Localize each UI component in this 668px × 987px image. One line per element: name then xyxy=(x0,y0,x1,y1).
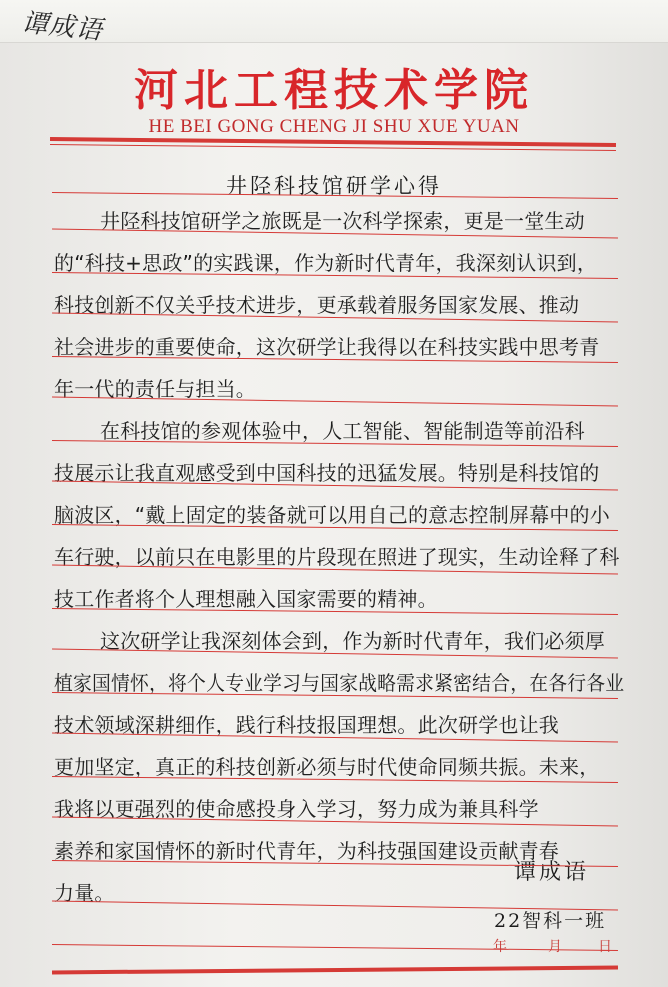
body-line: 我将以更强烈的使命感投身入学习，努力成为兼具科学 xyxy=(54,797,539,821)
date-month-label: 月 xyxy=(548,939,562,955)
body-line: 车行驶，以前只在电影里的片段现在照进了现实，生动诠释了科 xyxy=(54,545,620,569)
signature-class: 22智科一班 xyxy=(494,910,607,932)
body-line: 力量。 xyxy=(54,881,115,905)
body-line: 这次研学让我深刻体会到，作为新时代青年，我们必须厚 xyxy=(100,629,605,653)
document-title: 井陉科技馆研学心得 xyxy=(226,174,442,198)
body-line: 更加坚定，真正的科技创新必须与时代使命同频共振。未来， xyxy=(54,755,600,779)
bottom-rule xyxy=(52,966,618,975)
body-line: 技术领域深耕细作，践行科技报国理想。此次研学也让我 xyxy=(54,713,559,737)
body-line: 井陉科技馆研学之旅既是一次科学探索，更是一堂生动 xyxy=(100,209,585,233)
ruled-line xyxy=(52,944,618,951)
body-line: 植家国情怀，将个人专业学习与国家战略需求紧密结合，在各行各业 xyxy=(54,671,625,695)
back-page-name: 谭成语 xyxy=(20,7,105,47)
body-line: 技展示让我直观感受到中国科技的迅猛发展。特别是科技馆的 xyxy=(54,461,600,485)
back-page-edge xyxy=(0,0,668,47)
body-line: 素养和家国情怀的新时代青年，为科技强国建设贡献青春 xyxy=(54,839,559,863)
date-day-label: 日 xyxy=(598,939,612,955)
body-line: 科技创新不仅关乎技术进步，更承载着服务国家发展、推动 xyxy=(54,293,580,317)
body-line: 在科技馆的参观体验中，人工智能、智能制造等前沿科 xyxy=(100,419,585,443)
body-line: 社会进步的重要使命，这次研学让我得以在科技实践中思考青 xyxy=(54,335,600,359)
college-name: 河北工程技术学院 xyxy=(134,65,534,116)
body-line: 技工作者将个人理想融入国家需要的精神。 xyxy=(54,587,438,611)
date-year-label: 年 xyxy=(493,939,507,955)
body-line: 年一代的责任与担当。 xyxy=(54,377,256,401)
body-line: 脑波区，“戴上固定的装备就可以用自己的意志控制屏幕中的小 xyxy=(54,503,610,527)
signature-name: 谭成语 xyxy=(514,860,590,885)
body-line: 的“科技+思政”的实践课，作为新时代青年，我深刻认识到， xyxy=(54,251,598,275)
college-pinyin: HE BEI GONG CHENG JI SHU XUE YUAN xyxy=(148,116,520,137)
